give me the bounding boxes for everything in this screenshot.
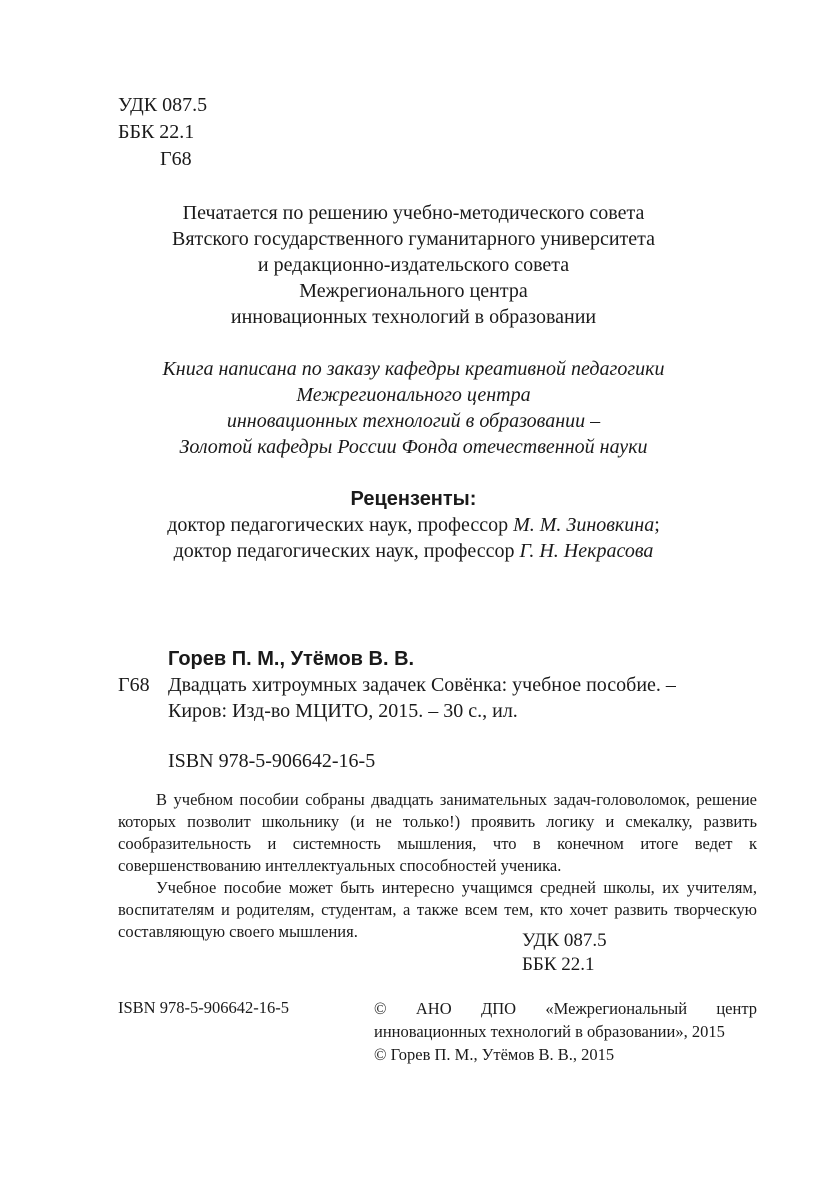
reviewer-degree: доктор педагогических наук, профессор [167, 514, 514, 536]
book-title-line: Двадцать хитроумных задачек Совёнка: учебное пособие. – [168, 674, 676, 696]
abstract-paragraph: Учебное пособие может быть интересно учащимся средней школы, их учителям, воспитателям и родителям, студентам, а также всем тем, кто хочет развить творческую составляющую своего мышления. [118, 878, 757, 941]
udk-code: УДК 087.5 [118, 94, 208, 116]
reviewer-separator: ; [654, 514, 660, 536]
publisher-line: Киров: Изд-во МЦИТО, 2015. – 30 с., ил. [168, 700, 518, 722]
reviewer-name: М. М. Зиновкина [513, 514, 655, 536]
bbk-code-bottom: ББК 22.1 [522, 954, 595, 975]
reviewer-line [0, 540, 827, 563]
reviewers-title: Рецензенты: [350, 488, 477, 510]
abstract-paragraph: В учебном пособии собраны двадцать занимательных задач-головоломок, решение которых позволит школьнику (и не только!) проявить логику и смекалку, развить сообразительность и системность мышления, что в конечном итоге ведет к совершенствованию интеллектуальных способностей ученика. [118, 790, 757, 875]
footer-isbn: ISBN 978-5-906642-16-5 [118, 998, 289, 1017]
biblio-author-mark: Г68 [118, 674, 150, 696]
council-line: Печатается по решению учебно-методического совета [182, 202, 645, 224]
reviewer-line [0, 514, 827, 537]
copyright-organization: © АНО ДПО «Межрегиональный центр инновационных технологий в образовании», 2015 [374, 999, 757, 1041]
authors: Горев П. М., Утёмов В. В. [168, 648, 415, 670]
copyright-authors: © Горев П. М., Утёмов В. В., 2015 [374, 1045, 615, 1064]
council-line: Межрегионального центра [299, 280, 528, 302]
reviewer-degree: доктор педагогических наук, профессор [173, 540, 520, 562]
author-mark: Г68 [160, 148, 192, 170]
bbk-code: ББК 22.1 [118, 121, 195, 143]
udk-code-bottom: УДК 087.5 [522, 930, 607, 951]
council-line: Вятского государственного гуманитарного университета [171, 228, 656, 250]
council-line: инновационных технологий в образовании [230, 306, 597, 328]
isbn: ISBN 978-5-906642-16-5 [168, 750, 376, 772]
commission-line: Межрегионального центра [296, 384, 531, 406]
council-line: и редакционно-издательского совета [257, 254, 570, 276]
reviewer-name: Г. Н. Некрасова [519, 540, 654, 562]
commission-line: Книга написана по заказу кафедры креативной педагогики [162, 358, 665, 380]
abstract [118, 789, 757, 943]
commission-line: инновационных технологий в образовании – [226, 410, 601, 432]
commission-line: Золотой кафедры России Фонда отечественной науки [179, 436, 648, 458]
copyright-block [374, 997, 757, 1066]
